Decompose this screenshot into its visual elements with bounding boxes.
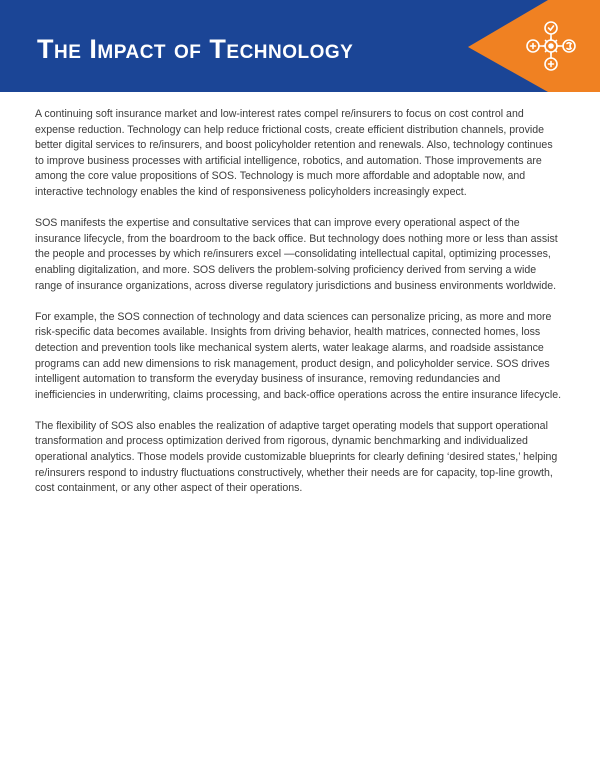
- body-text: [35, 107, 563, 512]
- paragraph-1: A continuing soft insurance market and low-interest rates compel re/insurers to focus on cost control and expense reduction. Technology can help reduce frictional costs, create efficient distribution channels, provide better digital services to re/insurers, and boost policyholder retention and renewals. Also, technology continues to improve business processes with artificial intelligence, robotics, and automation. Those improvements are among the core value propositions of SOS. Technology is much more affordable and adoptable now, and interactive technology enables the kind of responsiveness policyholders increasingly expect.: [35, 108, 553, 198]
- header-banner: [0, 0, 600, 92]
- paragraph-4: The flexibility of SOS also enables the realization of adaptive target operating models that support operational transformation and process optimization derived from rigorous, dynamic benchmarking and individualized operational analytics. Those models provide customizable blueprints for clearly defining ‘desired states,’ helping re/insurers respond to industry fluctuations constructively, whether their needs are for capacity, top-line growth, cost containment, or any other aspect of their operations.: [35, 419, 558, 495]
- paragraph-3: For example, the SOS connection of technology and data sciences can personalize pricing, as more and more risk-specific data becomes available. Insights from driving behavior, health matrices, connected homes, loss detection and prevention tools like mechanical system alerts, water leakage alarms, and roadside assistance programs can add new dimensions to risk management, product design, and policyholder service. SOS drives intelligent automation to transform the everyday business of insurance, removing redundancies and inefficiencies in underwriting, claims processing, and back-office operations across the entire insurance lifecycle.: [35, 310, 562, 401]
- gears-settings-icon: [468, 0, 600, 92]
- paragraph-2: SOS manifests the expertise and consultative services that can improve every operational aspect of the insurance lifecycle, from the boardroom to the back office. But technology does nothing more or less than assist the people and processes by which re/insurers excel —consolidating intellectual capital, optimizing processes, enabling digitalization, and more. SOS delivers the problem-solving proficiency derived from serving a wide range of insurance organizations, across diverse regulatory jurisdictions and business environments worldwide.: [35, 217, 558, 292]
- page-title: The Impact of Technology: [37, 34, 354, 64]
